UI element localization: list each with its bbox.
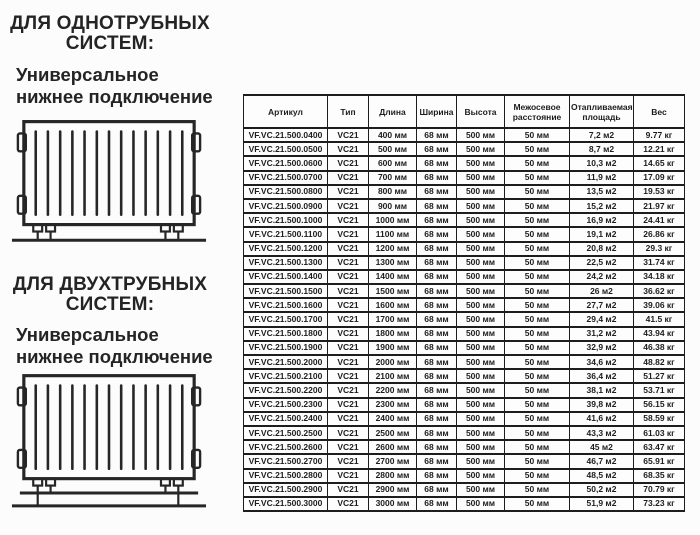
table-row	[244, 199, 685, 213]
spec-cell-height: 500 мм	[457, 341, 505, 355]
spec-cell-type: VC21	[328, 412, 369, 426]
spec-cell-height: 500 мм	[457, 242, 505, 256]
spec-cell-article: VF.VC.21.500.0700	[244, 171, 328, 185]
table-row	[244, 483, 685, 497]
spec-cell-type: VC21	[328, 256, 369, 270]
spec-cell-weight: 14.65 кг	[634, 156, 685, 170]
spec-cell-height: 500 мм	[457, 398, 505, 412]
spec-cell-width: 68 мм	[417, 369, 457, 383]
heading-line: СИСТЕМ:	[65, 32, 155, 54]
spec-cell-width: 68 мм	[417, 270, 457, 284]
specification-table-container	[243, 94, 685, 512]
spec-cell-length: 2800 мм	[369, 469, 417, 483]
table-row	[244, 497, 685, 511]
column-header-weight: Вес	[634, 95, 685, 128]
spec-cell-type: VC21	[328, 440, 369, 454]
spec-cell-article: VF.VC.21.500.0600	[244, 156, 328, 170]
spec-cell-weight: 19.53 кг	[634, 185, 685, 199]
spec-cell-height: 500 мм	[457, 199, 505, 213]
spec-cell-length: 2500 мм	[369, 426, 417, 440]
column-header-axial_distance: Межосевое расстояние	[505, 95, 570, 128]
subheading-line: нижнее подключение	[16, 85, 213, 107]
spec-cell-axial_distance: 50 мм	[505, 284, 570, 298]
spec-cell-axial_distance: 50 мм	[505, 185, 570, 199]
spec-cell-type: VC21	[328, 426, 369, 440]
spec-cell-length: 2100 мм	[369, 369, 417, 383]
spec-cell-type: VC21	[328, 327, 369, 341]
spec-cell-article: VF.VC.21.500.2100	[244, 369, 328, 383]
spec-cell-heated_area: 50,2 м2	[570, 483, 634, 497]
table-row	[244, 156, 685, 170]
spec-cell-heated_area: 27,7 м2	[570, 298, 634, 312]
spec-cell-height: 500 мм	[457, 327, 505, 341]
spec-cell-heated_area: 10,3 м2	[570, 156, 634, 170]
spec-cell-heated_area: 26 м2	[570, 284, 634, 298]
spec-cell-length: 2000 мм	[369, 355, 417, 369]
spec-cell-weight: 51.27 кг	[634, 369, 685, 383]
spec-cell-heated_area: 22,5 м2	[570, 256, 634, 270]
spec-cell-width: 68 мм	[417, 171, 457, 185]
spec-cell-article: VF.VC.21.500.1700	[244, 312, 328, 326]
spec-cell-article: VF.VC.21.500.2700	[244, 454, 328, 468]
spec-cell-heated_area: 13,5 м2	[570, 185, 634, 199]
spec-cell-height: 500 мм	[457, 497, 505, 511]
spec-cell-height: 500 мм	[457, 171, 505, 185]
spec-table-body	[244, 128, 685, 511]
spec-cell-article: VF.VC.21.500.1200	[244, 242, 328, 256]
spec-cell-width: 68 мм	[417, 327, 457, 341]
spec-cell-width: 68 мм	[417, 483, 457, 497]
radiator-single-pipe-diagram	[8, 118, 210, 248]
spec-cell-article: VF.VC.21.500.3000	[244, 497, 328, 511]
table-row	[244, 171, 685, 185]
spec-cell-article: VF.VC.21.500.1500	[244, 284, 328, 298]
spec-cell-weight: 58.59 кг	[634, 412, 685, 426]
spec-cell-height: 500 мм	[457, 142, 505, 156]
spec-cell-length: 500 мм	[369, 142, 417, 156]
spec-cell-width: 68 мм	[417, 469, 457, 483]
section-subheading-single-pipe	[16, 64, 231, 107]
spec-cell-type: VC21	[328, 242, 369, 256]
spec-cell-type: VC21	[328, 270, 369, 284]
heading-line: ДЛЯ ОДНОТРУБНЫХ	[10, 13, 210, 34]
spec-cell-axial_distance: 50 мм	[505, 426, 570, 440]
spec-cell-weight: 36.62 кг	[634, 284, 685, 298]
column-header-length: Длина	[369, 95, 417, 128]
spec-cell-type: VC21	[328, 284, 369, 298]
radiator-drawing-icon	[8, 372, 210, 514]
spec-cell-weight: 68.35 кг	[634, 469, 685, 483]
spec-cell-length: 1000 мм	[369, 213, 417, 227]
heading-line: СИСТЕМ:	[65, 293, 155, 315]
spec-cell-width: 68 мм	[417, 426, 457, 440]
spec-cell-article: VF.VC.21.500.2200	[244, 383, 328, 397]
spec-cell-length: 1900 мм	[369, 341, 417, 355]
spec-cell-length: 2300 мм	[369, 398, 417, 412]
spec-cell-heated_area: 24,2 м2	[570, 270, 634, 284]
spec-cell-type: VC21	[328, 142, 369, 156]
subheading-line: нижнее подключение	[16, 345, 213, 367]
spec-cell-article: VF.VC.21.500.2300	[244, 398, 328, 412]
spec-cell-length: 2400 мм	[369, 412, 417, 426]
spec-cell-heated_area: 51,9 м2	[570, 497, 634, 511]
spec-cell-length: 1300 мм	[369, 256, 417, 270]
spec-cell-weight: 46.38 кг	[634, 341, 685, 355]
spec-cell-type: VC21	[328, 227, 369, 241]
spec-cell-axial_distance: 50 мм	[505, 483, 570, 497]
spec-cell-type: VC21	[328, 213, 369, 227]
spec-cell-weight: 53.71 кг	[634, 383, 685, 397]
spec-cell-type: VC21	[328, 355, 369, 369]
spec-cell-type: VC21	[328, 185, 369, 199]
column-header-article: Артикул	[244, 95, 328, 128]
spec-cell-article: VF.VC.21.500.1300	[244, 256, 328, 270]
spec-cell-height: 500 мм	[457, 412, 505, 426]
spec-cell-heated_area: 39,8 м2	[570, 398, 634, 412]
spec-cell-axial_distance: 50 мм	[505, 199, 570, 213]
spec-cell-height: 500 мм	[457, 440, 505, 454]
spec-cell-type: VC21	[328, 483, 369, 497]
spec-cell-heated_area: 43,3 м2	[570, 426, 634, 440]
spec-cell-heated_area: 19,1 м2	[570, 227, 634, 241]
spec-cell-width: 68 мм	[417, 185, 457, 199]
spec-cell-width: 68 мм	[417, 298, 457, 312]
spec-cell-heated_area: 41,6 м2	[570, 412, 634, 426]
spec-cell-width: 68 мм	[417, 199, 457, 213]
spec-cell-axial_distance: 50 мм	[505, 355, 570, 369]
spec-cell-width: 68 мм	[417, 398, 457, 412]
table-row	[244, 355, 685, 369]
spec-cell-axial_distance: 50 мм	[505, 312, 570, 326]
spec-cell-width: 68 мм	[417, 341, 457, 355]
section-heading-single-pipe	[6, 14, 214, 53]
spec-cell-weight: 61.03 кг	[634, 426, 685, 440]
spec-cell-type: VC21	[328, 469, 369, 483]
spec-cell-length: 1500 мм	[369, 284, 417, 298]
spec-cell-height: 500 мм	[457, 312, 505, 326]
table-header-row	[244, 95, 685, 128]
spec-cell-weight: 9.77 кг	[634, 128, 685, 142]
spec-cell-width: 68 мм	[417, 227, 457, 241]
table-head	[244, 95, 685, 128]
spec-cell-axial_distance: 50 мм	[505, 171, 570, 185]
spec-cell-axial_distance: 50 мм	[505, 227, 570, 241]
spec-cell-axial_distance: 50 мм	[505, 469, 570, 483]
table-row	[244, 242, 685, 256]
radiator-drawing-icon	[8, 118, 210, 248]
spec-cell-length: 800 мм	[369, 185, 417, 199]
spec-cell-heated_area: 8,7 м2	[570, 142, 634, 156]
spec-cell-article: VF.VC.21.500.1800	[244, 327, 328, 341]
table-row	[244, 256, 685, 270]
spec-cell-weight: 26.86 кг	[634, 227, 685, 241]
table-row	[244, 327, 685, 341]
spec-cell-axial_distance: 50 мм	[505, 327, 570, 341]
spec-cell-length: 600 мм	[369, 156, 417, 170]
spec-cell-height: 500 мм	[457, 383, 505, 397]
spec-cell-type: VC21	[328, 497, 369, 511]
spec-cell-article: VF.VC.21.500.1600	[244, 298, 328, 312]
subheading-line: Универсальное	[16, 324, 159, 345]
table-row	[244, 454, 685, 468]
spec-cell-height: 500 мм	[457, 369, 505, 383]
spec-cell-axial_distance: 50 мм	[505, 213, 570, 227]
spec-cell-type: VC21	[328, 369, 369, 383]
spec-cell-width: 68 мм	[417, 355, 457, 369]
spec-cell-axial_distance: 50 мм	[505, 128, 570, 142]
spec-cell-weight: 48.82 кг	[634, 355, 685, 369]
spec-cell-height: 500 мм	[457, 298, 505, 312]
radiator-two-pipe-diagram	[8, 372, 210, 514]
table-row	[244, 227, 685, 241]
spec-cell-heated_area: 38,1 м2	[570, 383, 634, 397]
spec-cell-width: 68 мм	[417, 256, 457, 270]
spec-cell-axial_distance: 50 мм	[505, 412, 570, 426]
spec-cell-weight: 73.23 кг	[634, 497, 685, 511]
spec-cell-height: 500 мм	[457, 156, 505, 170]
spec-cell-type: VC21	[328, 128, 369, 142]
table-row	[244, 312, 685, 326]
spec-cell-type: VC21	[328, 171, 369, 185]
spec-cell-height: 500 мм	[457, 128, 505, 142]
spec-cell-length: 900 мм	[369, 199, 417, 213]
spec-cell-width: 68 мм	[417, 497, 457, 511]
spec-cell-heated_area: 32,9 м2	[570, 341, 634, 355]
spec-cell-length: 1600 мм	[369, 298, 417, 312]
spec-cell-type: VC21	[328, 312, 369, 326]
spec-cell-height: 500 мм	[457, 426, 505, 440]
column-header-width: Ширина	[417, 95, 457, 128]
spec-cell-weight: 21.97 кг	[634, 199, 685, 213]
table-row	[244, 185, 685, 199]
section-heading-two-pipe	[6, 275, 214, 314]
spec-cell-heated_area: 31,2 м2	[570, 327, 634, 341]
spec-cell-article: VF.VC.21.500.2900	[244, 483, 328, 497]
spec-cell-type: VC21	[328, 383, 369, 397]
spec-cell-weight: 24.41 кг	[634, 213, 685, 227]
spec-cell-type: VC21	[328, 199, 369, 213]
spec-cell-axial_distance: 50 мм	[505, 256, 570, 270]
spec-cell-width: 68 мм	[417, 383, 457, 397]
spec-cell-height: 500 мм	[457, 483, 505, 497]
spec-cell-article: VF.VC.21.500.2400	[244, 412, 328, 426]
spec-cell-width: 68 мм	[417, 412, 457, 426]
table-row	[244, 426, 685, 440]
spec-cell-length: 2200 мм	[369, 383, 417, 397]
table-row	[244, 341, 685, 355]
section-subheading-two-pipe	[16, 324, 231, 367]
spec-cell-article: VF.VC.21.500.1400	[244, 270, 328, 284]
spec-cell-weight: 56.15 кг	[634, 398, 685, 412]
spec-cell-weight: 41.5 кг	[634, 312, 685, 326]
spec-cell-height: 500 мм	[457, 284, 505, 298]
spec-cell-axial_distance: 50 мм	[505, 156, 570, 170]
spec-cell-weight: 31.74 кг	[634, 256, 685, 270]
column-header-type: Тип	[328, 95, 369, 128]
spec-cell-axial_distance: 50 мм	[505, 383, 570, 397]
spec-cell-type: VC21	[328, 298, 369, 312]
spec-cell-axial_distance: 50 мм	[505, 298, 570, 312]
spec-cell-width: 68 мм	[417, 454, 457, 468]
spec-cell-article: VF.VC.21.500.2500	[244, 426, 328, 440]
spec-cell-height: 500 мм	[457, 270, 505, 284]
spec-cell-type: VC21	[328, 454, 369, 468]
spec-cell-axial_distance: 50 мм	[505, 398, 570, 412]
spec-cell-weight: 39.06 кг	[634, 298, 685, 312]
table-row	[244, 298, 685, 312]
spec-cell-width: 68 мм	[417, 440, 457, 454]
spec-cell-heated_area: 34,6 м2	[570, 355, 634, 369]
spec-cell-axial_distance: 50 мм	[505, 341, 570, 355]
spec-cell-length: 400 мм	[369, 128, 417, 142]
spec-cell-axial_distance: 50 мм	[505, 242, 570, 256]
spec-cell-article: VF.VC.21.500.2000	[244, 355, 328, 369]
spec-cell-article: VF.VC.21.500.0800	[244, 185, 328, 199]
spec-cell-height: 500 мм	[457, 185, 505, 199]
table-row	[244, 469, 685, 483]
spec-cell-heated_area: 7,2 м2	[570, 128, 634, 142]
spec-cell-width: 68 мм	[417, 284, 457, 298]
spec-cell-height: 500 мм	[457, 469, 505, 483]
spec-cell-article: VF.VC.21.500.1900	[244, 341, 328, 355]
table-row	[244, 398, 685, 412]
table-row	[244, 383, 685, 397]
spec-cell-type: VC21	[328, 341, 369, 355]
table-row	[244, 270, 685, 284]
spec-cell-article: VF.VC.21.500.2600	[244, 440, 328, 454]
spec-cell-height: 500 мм	[457, 355, 505, 369]
spec-cell-length: 3000 мм	[369, 497, 417, 511]
spec-cell-article: VF.VC.21.500.0400	[244, 128, 328, 142]
spec-cell-width: 68 мм	[417, 312, 457, 326]
spec-cell-weight: 43.94 кг	[634, 327, 685, 341]
table-row	[244, 142, 685, 156]
column-header-heated_area: Отапливаемая площадь	[570, 95, 634, 128]
table-row	[244, 440, 685, 454]
spec-cell-width: 68 мм	[417, 142, 457, 156]
spec-cell-length: 2600 мм	[369, 440, 417, 454]
spec-cell-article: VF.VC.21.500.1100	[244, 227, 328, 241]
spec-cell-length: 1700 мм	[369, 312, 417, 326]
spec-cell-length: 1200 мм	[369, 242, 417, 256]
spec-cell-axial_distance: 50 мм	[505, 270, 570, 284]
spec-cell-heated_area: 15,2 м2	[570, 199, 634, 213]
table-row	[244, 128, 685, 142]
spec-cell-weight: 17.09 кг	[634, 171, 685, 185]
spec-cell-heated_area: 48,5 м2	[570, 469, 634, 483]
spec-cell-heated_area: 36,4 м2	[570, 369, 634, 383]
spec-cell-heated_area: 45 м2	[570, 440, 634, 454]
spec-cell-height: 500 мм	[457, 454, 505, 468]
spec-cell-width: 68 мм	[417, 156, 457, 170]
specification-table	[243, 94, 685, 512]
spec-cell-heated_area: 20,8 м2	[570, 242, 634, 256]
column-header-height: Высота	[457, 95, 505, 128]
spec-cell-weight: 65.91 кг	[634, 454, 685, 468]
table-row	[244, 369, 685, 383]
spec-cell-type: VC21	[328, 398, 369, 412]
spec-cell-length: 1100 мм	[369, 227, 417, 241]
spec-cell-article: VF.VC.21.500.0900	[244, 199, 328, 213]
spec-cell-length: 2900 мм	[369, 483, 417, 497]
table-row	[244, 284, 685, 298]
spec-cell-heated_area: 11,9 м2	[570, 171, 634, 185]
spec-cell-length: 2700 мм	[369, 454, 417, 468]
spec-cell-article: VF.VC.21.500.0500	[244, 142, 328, 156]
spec-cell-axial_distance: 50 мм	[505, 369, 570, 383]
spec-cell-length: 1400 мм	[369, 270, 417, 284]
spec-cell-article: VF.VC.21.500.2800	[244, 469, 328, 483]
spec-cell-length: 700 мм	[369, 171, 417, 185]
spec-cell-weight: 29.3 кг	[634, 242, 685, 256]
table-row	[244, 412, 685, 426]
heading-line: ДЛЯ ДВУХТРУБНЫХ	[12, 274, 208, 295]
spec-cell-width: 68 мм	[417, 242, 457, 256]
spec-cell-type: VC21	[328, 156, 369, 170]
spec-cell-axial_distance: 50 мм	[505, 497, 570, 511]
spec-cell-article: VF.VC.21.500.1000	[244, 213, 328, 227]
spec-cell-width: 68 мм	[417, 213, 457, 227]
spec-cell-axial_distance: 50 мм	[505, 454, 570, 468]
spec-cell-heated_area: 16,9 м2	[570, 213, 634, 227]
spec-cell-weight: 12.21 кг	[634, 142, 685, 156]
spec-cell-heated_area: 46,7 м2	[570, 454, 634, 468]
spec-cell-length: 1800 мм	[369, 327, 417, 341]
spec-cell-weight: 63.47 кг	[634, 440, 685, 454]
spec-cell-height: 500 мм	[457, 213, 505, 227]
spec-cell-width: 68 мм	[417, 128, 457, 142]
spec-cell-axial_distance: 50 мм	[505, 440, 570, 454]
spec-cell-axial_distance: 50 мм	[505, 142, 570, 156]
spec-cell-weight: 70.79 кг	[634, 483, 685, 497]
spec-cell-weight: 34.18 кг	[634, 270, 685, 284]
table-row	[244, 213, 685, 227]
spec-cell-height: 500 мм	[457, 227, 505, 241]
subheading-line: Универсальное	[16, 64, 159, 85]
spec-cell-heated_area: 29,4 м2	[570, 312, 634, 326]
spec-cell-height: 500 мм	[457, 256, 505, 270]
